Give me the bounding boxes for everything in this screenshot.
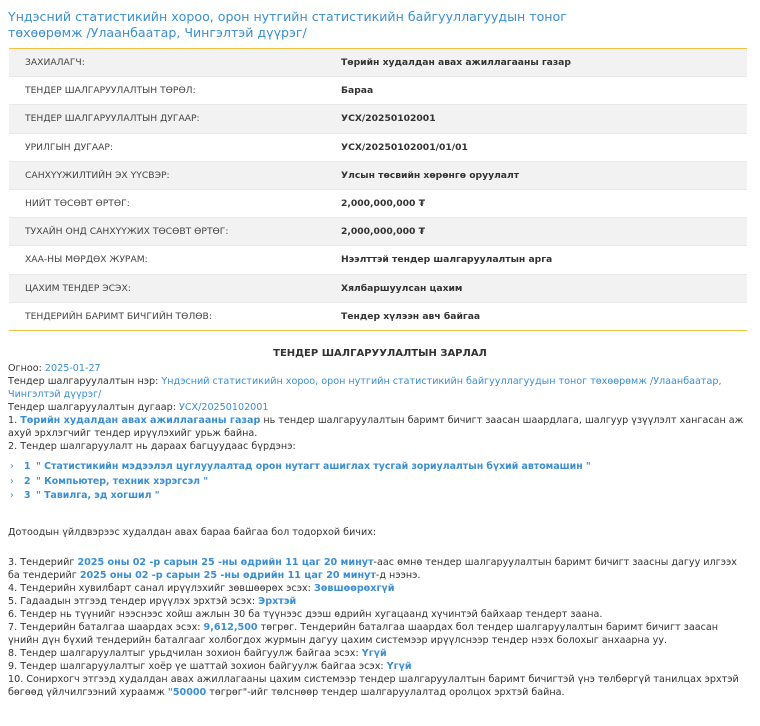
lot-item[interactable] bbox=[10, 489, 710, 504]
date-value: 2025-01-27 bbox=[44, 363, 101, 374]
lot-item[interactable] bbox=[10, 475, 710, 490]
paragraph-6: 6. Тендер нь түүнийг нээснээс хойш ажлын 30 ба түүнээс дээш өдрийн хугацаанд хүчинтэй байхаар тендерт заана. bbox=[8, 609, 603, 620]
announcement-heading: ТЕНДЕР ШАЛГАРУУЛАЛТЫН ЗАРЛАЛ bbox=[273, 348, 487, 359]
info-row bbox=[9, 77, 747, 105]
info-value: Бараа bbox=[333, 77, 747, 105]
info-label: ЦАХИМ ТЕНДЕР ЭСЭХ: bbox=[9, 274, 333, 302]
paragraph-9: 9. Тендер шалгаруулалтыг хоёр үе шаттай зохион байгуулж байгаа эсэх: Үгүй bbox=[8, 661, 412, 672]
date-label: Огноо: bbox=[8, 363, 42, 374]
info-label: ТЕНДЕРИЙН БАРИМТ БИЧГИЙН ТӨЛӨВ: bbox=[25, 310, 212, 322]
announcement-terms bbox=[8, 556, 748, 699]
paragraph-4: 4. Тендерийн хувилбарт санал ирүүлэхийг зөвшөөрөх эсэх: Зөвшөөрөхгүй bbox=[8, 583, 395, 594]
info-label: САНХҮҮЖИЛТИЙН ЭХ ҮҮСВЭР: bbox=[9, 161, 333, 189]
info-row bbox=[9, 133, 747, 161]
lot-name: " Компьютер, техник хэрэгсэл " bbox=[36, 475, 209, 487]
info-label: УРИЛГЫН ДУГААР: bbox=[9, 133, 333, 161]
info-row bbox=[9, 302, 747, 330]
chevron-right-icon: › bbox=[10, 490, 14, 501]
paragraph-7: 7. Тендерийн баталгаа шаардах эсэх: 9,612,500 төгрөг. Тендерийн баталгаа шаардах бол тендер шалгаруулалтын баримт бичигт заасан үнийн дүн бүхий тендерийн баталгааг холбогдох журмын дагуу цахим системээр ирүүлснээр тендер нээх болохыг анхаарна уу. bbox=[8, 622, 719, 646]
lot-name: " Тавилга, эд хогшил " bbox=[36, 490, 160, 501]
info-value: Хялбаршуулсан цахим bbox=[333, 274, 747, 302]
info-row bbox=[9, 105, 747, 133]
lot-list bbox=[10, 460, 710, 504]
lot-number: 2 bbox=[24, 475, 31, 487]
paragraph-5: 5. Гадаадын этгээд тендер ирүүлэх эрхтэй эсэх: Эрхтэй bbox=[8, 596, 297, 607]
info-label: ТЕНДЕР ШАЛГАРУУЛАЛТЫН ДУГААР: bbox=[9, 105, 333, 133]
paragraph-2: 2. Тендер шалгаруулалт нь дараах багцуудаас бүрдэнэ: bbox=[8, 441, 296, 452]
info-label: ХАА-НЫ МӨРДӨХ ЖУРАМ: bbox=[9, 246, 333, 274]
name-value: Үндэсний статистикийн хороо, орон нутгийн статистикийн байгууллагуудын тоног төхөөрөмж /Улаанбаатар, Чингэлтэй дүүрэг/ bbox=[8, 376, 722, 400]
tender-info-table bbox=[9, 48, 747, 331]
info-row bbox=[9, 246, 747, 274]
lot-item[interactable] bbox=[10, 460, 710, 475]
info-value: УСХ/20250102001/01/01 bbox=[333, 133, 747, 161]
deadline-value: 2025 оны 02 -р сарын 25 -ны өдрийн 11 цаг 20 минут bbox=[77, 557, 374, 568]
info-value: Тендер хүлээн авч байгаа bbox=[341, 310, 481, 322]
info-value: УСХ/20250102001 bbox=[333, 105, 747, 133]
info-value: Нээлттэй тендер шалгаруулалтын арга bbox=[333, 246, 747, 274]
lot-name: " Статистикийн мэдээлэл цуглуулалтад орон нутагт ашиглах тусгай зориулалтын бүхий автомашин " bbox=[36, 461, 591, 472]
number-label: Тендер шалгаруулалтын дугаар: bbox=[8, 402, 176, 413]
info-value: Улсын төсвийн хөрөнгө оруулалт bbox=[333, 161, 747, 189]
info-label: ЗАХИАЛАГЧ: bbox=[9, 49, 333, 77]
organization-link[interactable]: Төрийн худалдан авах ажиллагааны газар bbox=[20, 415, 261, 426]
tender-title: Үндэсний статистикийн хороо, орон нутгийн статистикийн байгууллагуудын тоног төхөөрөмж /Улаанбаатар, Чингэлтэй дүүрэг/ bbox=[8, 9, 567, 40]
chevron-right-icon: › bbox=[10, 461, 14, 472]
paragraph-8: 8. Тендер шалгаруулалтыг урьдчилан зохион байгуулж байгаа эсэх: Үгүй bbox=[8, 648, 387, 659]
announcement-meta bbox=[8, 362, 748, 453]
paragraph-10: 10. Сонирхогч этгээд худалдан авах ажиллагааны цахим системээр тендер шалгаруулалтын баримт бичигтэй үнэ төлбөргүй танилцах эрхтэй бөгөөд үйлчилгээний хураамж "50000 төгрөг"-ийг төлснөөр тендер шалгаруулалтад оролцох эрхтэй байна. bbox=[8, 674, 739, 698]
lot-number: 1 bbox=[24, 461, 31, 472]
paragraph-1: 1. Төрийн худалдан авах ажиллагааны газар нь тендер шалгаруулалтын баримт бичигт заасан шаардлага, шалгуур үзүүлэлт хангасан аж ахуй эрхлэгчийг тендер ирүүлэхийг урьж байна. bbox=[8, 415, 744, 439]
info-label: НИЙТ ТӨСӨВТ ӨРТӨГ: bbox=[9, 189, 333, 217]
info-row bbox=[9, 189, 747, 217]
info-label: ТУХАЙН ОНД САНХҮҮЖИХ ТӨСӨВТ ӨРТӨГ: bbox=[9, 218, 333, 246]
paragraph-3: 3. Тендерийг 2025 оны 02 -р сарын 25 -ны өдрийн 11 цаг 20 минут-аас өмнө тендер шалгаруулалтын баримт бичигт заасны дагуу илгээх ба тендерийг 2025 оны 02 -р сарын 25 -ны өдрийн 11 цаг 20 минут-д нээнэ. bbox=[8, 557, 737, 581]
domestic-note: Дотоодын үйлдвэрээс худалдан авах бараа байгаа бол тодорхой бичих: bbox=[8, 527, 377, 538]
info-row bbox=[9, 274, 747, 302]
info-value: 2,000,000,000 ₮ bbox=[333, 189, 747, 217]
info-row bbox=[9, 161, 747, 189]
lot-number: 3 bbox=[24, 490, 31, 501]
opening-value: 2025 оны 02 -р сарын 25 -ны өдрийн 11 цаг 20 минут bbox=[79, 570, 376, 581]
chevron-right-icon: › bbox=[10, 475, 14, 487]
info-value: Төрийн худалдан авах ажиллагааны газар bbox=[333, 49, 747, 77]
number-value: УСХ/20250102001 bbox=[179, 402, 269, 413]
name-label: Тендер шалгаруулалтын нэр: bbox=[8, 376, 159, 387]
info-row bbox=[9, 49, 747, 77]
info-value: 2,000,000,000 ₮ bbox=[333, 218, 747, 246]
info-label: ТЕНДЕР ШАЛГАРУУЛАЛТЫН ТӨРӨЛ: bbox=[9, 77, 333, 105]
info-row bbox=[9, 218, 747, 246]
